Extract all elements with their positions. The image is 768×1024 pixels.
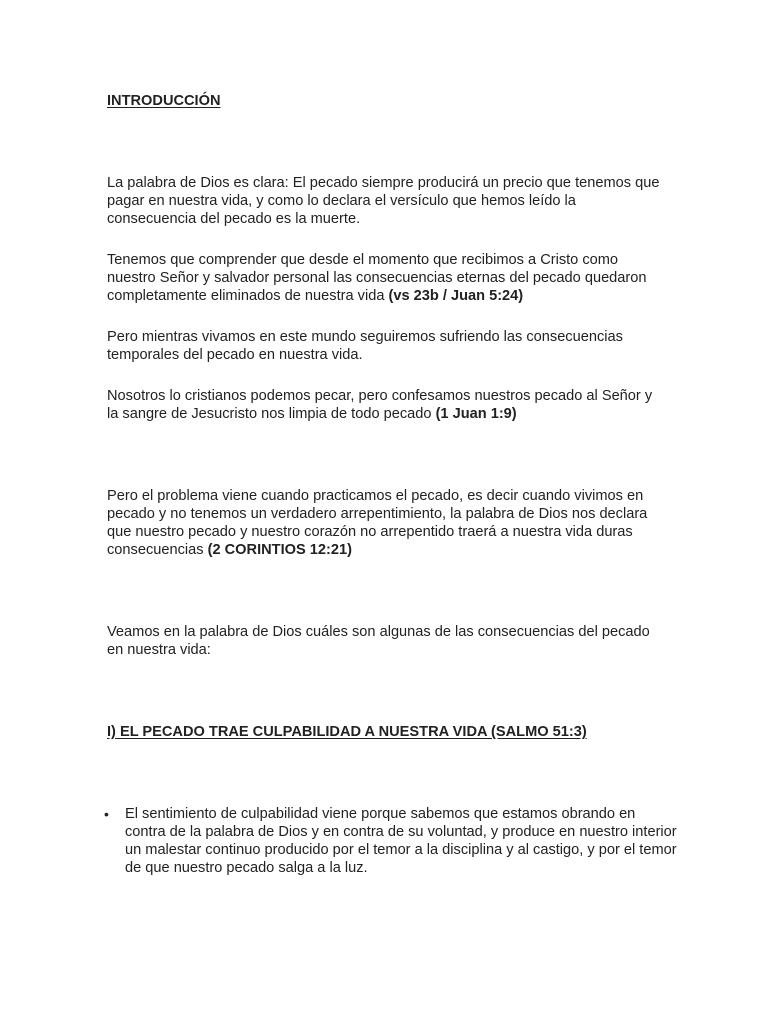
- intro-heading: INTRODUCCIÓN: [107, 93, 221, 109]
- scripture-reference: (1 Juan 1:9): [435, 406, 517, 422]
- paragraph-text: Tenemos que comprender que desde el momento que recibimos a Cristo como nuestro Señor y salvador personal las consecuencias eternas del pecado quedaron completamente eliminados de nuestra vida: [107, 252, 647, 304]
- paragraph-4: [107, 387, 667, 423]
- bullet-icon: •: [104, 806, 109, 822]
- paragraph-text: Pero el problema viene cuando practicamos el pecado, es decir cuando vivimos en pecado y no tenemos un verdadero arrepentimiento, la palabra de Dios nos declara que nuestro pecado y nuestro corazón no arrepentido traerá a nuestra vida duras consecuencias: [107, 488, 648, 558]
- paragraph-text: Pero mientras vivamos en este mundo seguiremos sufriendo las consecuencias temporales del pecado en nuestra vida.: [107, 329, 623, 363]
- section-heading: I) EL PECADO TRAE CULPABILIDAD A NUESTRA VIDA (SALMO 51:3): [107, 724, 587, 740]
- list-item: [104, 805, 677, 877]
- paragraph-text: La palabra de Dios es clara: El pecado siempre producirá un precio que tenemos que pagar en nuestra vida, y como lo declara el versículo que hemos leído la consecuencia del pecado es la muerte.: [107, 175, 660, 227]
- scripture-reference: (vs 23b / Juan 5:24): [388, 288, 524, 304]
- paragraph-1: [107, 174, 667, 228]
- scripture-reference: (2 CORINTIOS 12:21): [207, 542, 352, 558]
- bullet-list: [104, 805, 677, 877]
- paragraph-5: [107, 487, 667, 559]
- paragraph-3: [107, 328, 667, 364]
- paragraph-text: Veamos en la palabra de Dios cuáles son algunas de las consecuencias del pecado en nuestra vida:: [107, 624, 650, 658]
- list-item-text: El sentimiento de culpabilidad viene porque sabemos que estamos obrando en contra de la palabra de Dios y en contra de su voluntad, y produce en nuestro interior un malestar continuo producido por el temor a la disciplina y al castigo, y por el temor de que nuestro pecado salga a la luz.: [125, 806, 677, 876]
- paragraph-text: Nosotros lo cristianos podemos pecar, pero confesamos nuestros pecado al Señor y la sangre de Jesucristo nos limpia de todo pecado: [107, 388, 653, 422]
- paragraph-6: [107, 623, 667, 659]
- paragraph-2: [107, 251, 667, 305]
